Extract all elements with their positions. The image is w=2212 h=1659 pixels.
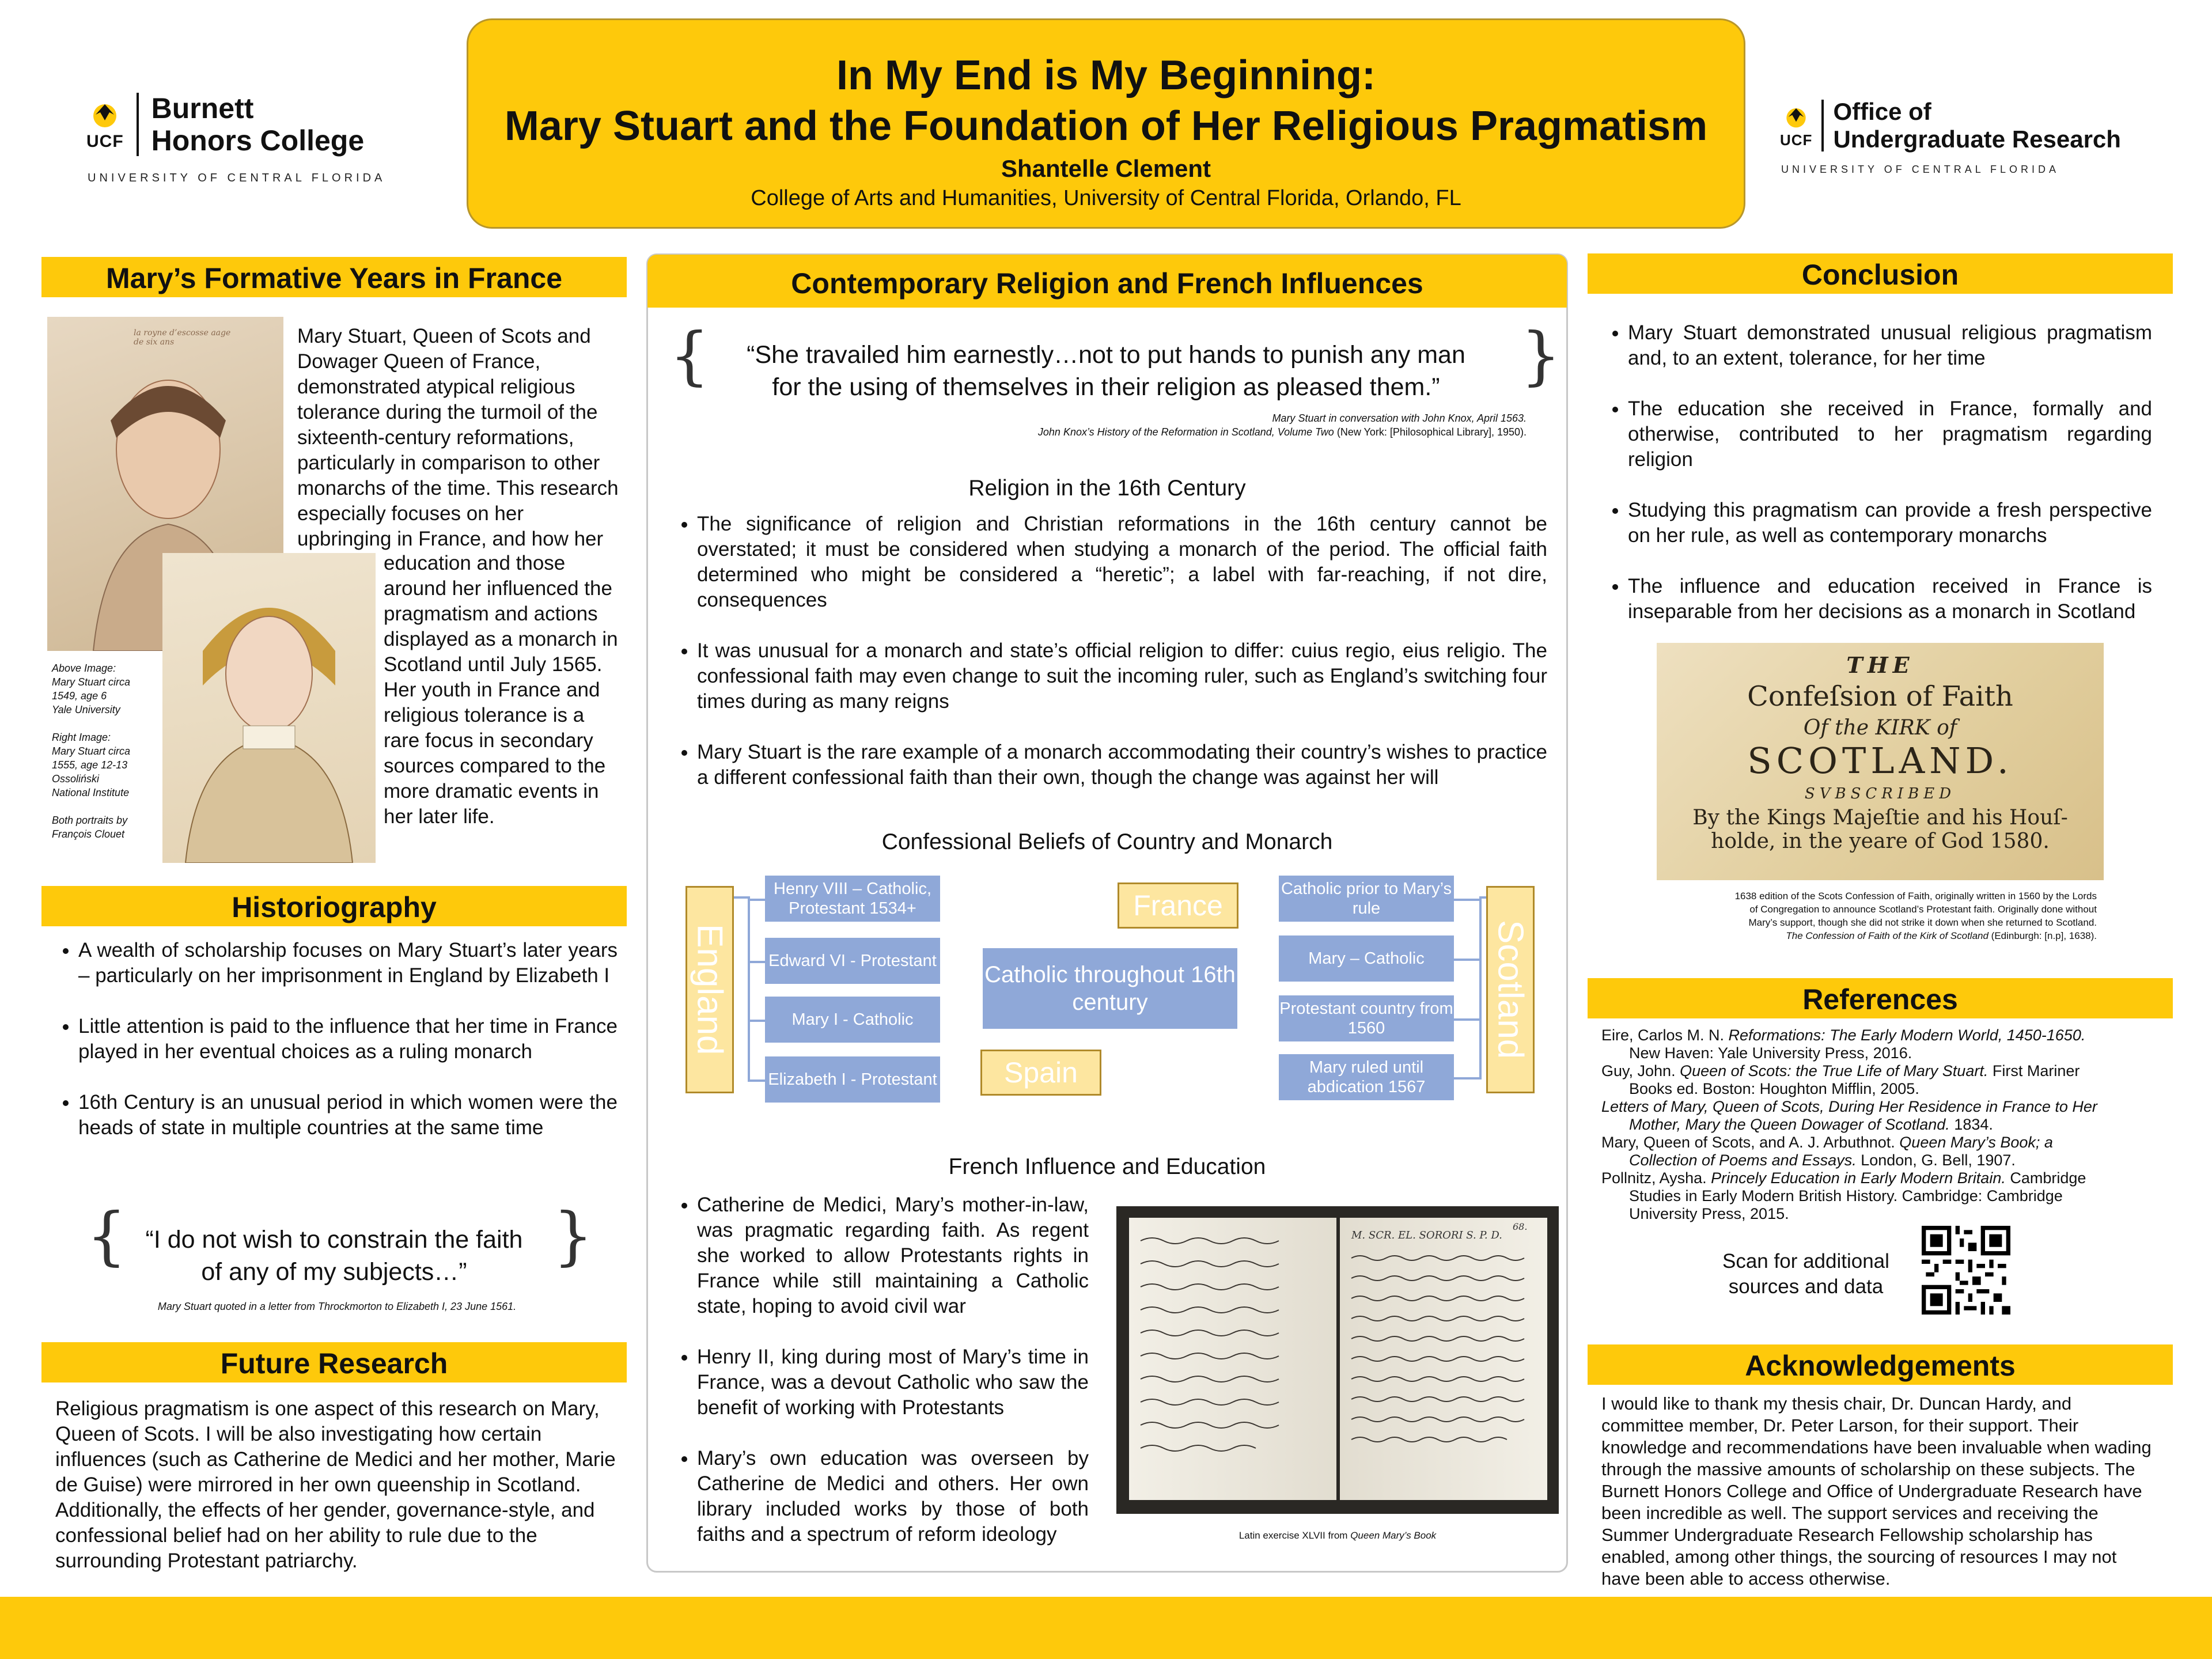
- connector: [748, 1080, 765, 1082]
- french-influence-heading: French Influence and Education: [948, 1154, 1266, 1179]
- connector: [1454, 959, 1482, 961]
- manuscript-left-page: [1129, 1218, 1336, 1500]
- connector: [1454, 899, 1482, 901]
- honors-college-logo: [86, 92, 364, 157]
- list-item: • Mary’s own education was overseen by Catherine de Medici and others. Her own library included works by those of both faiths and a spectrum of reform ideology: [697, 1446, 1089, 1547]
- catholic-center-box: Catholic throughout 16th century: [983, 948, 1237, 1029]
- ref-publisher: London, G. Bell, 1907.: [1856, 1152, 2016, 1169]
- formative-text-bottom: education and those around her influenced the pragmatism and actions displayed as a monarch in Scotland until July 1565. Her youth in France and religious tolerance is a rare focus in secondary sources compared to the more dramatic events in her later life.: [384, 552, 618, 828]
- france-box: [1118, 882, 1238, 929]
- list-item: • It was unusual for a monarch and state’s official religion to differ: cuius regio, eius religio. The confessional faith may even change to suit the incoming ruler, such as England’s switching four times during as many reigns: [697, 638, 1547, 714]
- left-brace: {: [86, 1199, 127, 1272]
- reference-item: [1601, 1098, 2120, 1134]
- portrait-age-twelve: [162, 553, 376, 863]
- manuscript-image: [1116, 1206, 1559, 1514]
- scotland-label: Scotland: [1490, 920, 1531, 1059]
- manuscript-right-page: [1340, 1218, 1547, 1500]
- scotland-item: Protestant country from 1560: [1279, 995, 1454, 1041]
- affiliation: College of Arts and Humanities, University of Central Florida, Orlando, FL: [751, 186, 1461, 210]
- ref-title: Queen of Scots: the True Life of Mary Stuart.: [1680, 1062, 1988, 1080]
- connector: [1479, 899, 1482, 1080]
- quote-source-rest: (New York: [Philosophical Library], 1950).: [1334, 426, 1527, 438]
- manuscript-page-number: 68.: [1513, 1221, 1528, 1232]
- spain-box: [980, 1050, 1101, 1096]
- logo-divider: [137, 93, 139, 156]
- scan-line1: Scan for additional: [1722, 1250, 1889, 1272]
- formative-text-top: Mary Stuart, Queen of Scots and Dowager Queen of France, demonstrated atypical religious tolerance during the turmoil of the sixteenth-century reformations, particularly in comparison to other monarchs of the time. This research especially focuses on her upbringing in France, and how her: [297, 325, 619, 550]
- portrait-caption: [52, 661, 161, 841]
- ref-title: Princely Education in Early Modern Britain.: [1711, 1169, 2006, 1187]
- connector: [748, 899, 765, 901]
- center-quote: [714, 339, 1498, 403]
- acknowledgements-text: I would like to thank my thesis chair, Dr. Duncan Hardy, and committee member, Dr. Peter Larson, for their support. Their knowledge and recommendations have been invaluable when wading through the massive amounts of scholarship on these subjects. The Burnett Honors College and Office of Undergraduate Research have been incredible as well. The support services and receiving the Summer Undergraduate Research Fellowship scholarship has enabled, among other things, the sourcing of resources I may not have been able to access otherwise.: [1601, 1393, 2152, 1589]
- title-banner: [467, 18, 1745, 229]
- caption-line: Above Image:: [52, 662, 116, 674]
- caption-line: [1613, 929, 2097, 942]
- list-item: • Catherine de Medici, Mary’s mother-in-law, was pragmatic regarding faith. As regent she worked to allow Protestants rights in France while still maintaining a Catholic state, hoping to avoid civil war: [697, 1192, 1089, 1319]
- caption-title: Queen Mary’s Book: [1350, 1530, 1437, 1541]
- center-quote-source: [691, 411, 1527, 439]
- caption-title: The Confession of Faith of the Kirk of Scotland: [1786, 930, 1988, 941]
- scotland-item: Mary – Catholic: [1279, 935, 1454, 982]
- logo-name-line1: Burnett: [151, 92, 254, 124]
- logo-divider: [1821, 100, 1824, 151]
- book-line: Confeſsion of Faith: [1747, 680, 2013, 713]
- list-item: • A wealth of scholarship focuses on Mary Stuart’s later years – particularly on her imprisonment in England by Elizabeth I: [78, 938, 618, 988]
- pegasus-icon: [1782, 103, 1810, 131]
- quote-line1: “I do not wish to constrain the faith: [145, 1226, 523, 1253]
- caption-text: Latin exercise XLVII from: [1238, 1530, 1351, 1541]
- manuscript-heading: M. SCR. EL. SORORI S. P. D.: [1351, 1229, 1502, 1241]
- scan-line2: sources and data: [1728, 1275, 1884, 1298]
- logo-name-line2: Undergraduate Research: [1833, 126, 2121, 153]
- list-item: • 16th Century is an unusual period in which women were the heads of state in multiple countries at the same time: [78, 1090, 618, 1141]
- center-heading: Contemporary Religion and French Influences: [647, 255, 1567, 308]
- list-item: • Studying this pragmatism can provide a fresh perspective on her rule, as well as contemporary monarchs: [1628, 498, 2152, 548]
- scan-prompt: [1722, 1249, 1889, 1300]
- caption-spacer: [52, 800, 161, 813]
- future-research-heading: Future Research: [41, 1342, 627, 1382]
- logo-subtitle: UNIVERSITY OF CENTRAL FLORIDA: [1781, 164, 2060, 175]
- ref-title: Reformations: The Early Modern World, 1450-1650.: [1728, 1027, 2086, 1044]
- handwriting-lines: [1340, 1218, 1547, 1500]
- book-caption: [1613, 889, 2097, 942]
- caption-line: Mary Stuart circa: [52, 676, 131, 688]
- confession-book-image: [1657, 643, 2104, 880]
- ref-publisher: Cambridge Studies in Early Modern British History. Cambridge: Cambridge University Press, 2015.: [1629, 1169, 2086, 1222]
- reference-item: [1601, 1062, 2120, 1098]
- book-line: Of the KIRK of: [1803, 716, 1957, 740]
- caption-line: Mary Stuart circa: [52, 745, 131, 757]
- reference-item: [1601, 1169, 2120, 1223]
- right-brace: }: [1521, 319, 1561, 392]
- religion-bullets: [657, 512, 1547, 816]
- bottom-bar: [0, 1597, 2212, 1659]
- scotland-item: Catholic prior to Mary’s rule: [1279, 876, 1454, 922]
- quote-line2: of any of my subjects…”: [201, 1258, 467, 1286]
- manuscript-caption: [1116, 1529, 1559, 1542]
- ucf-wordmark: UCF: [86, 132, 124, 151]
- list-item: • Mary Stuart demonstrated unusual religious pragmatism and, to an extent, tolerance, for her time: [1628, 320, 2152, 371]
- diagram-heading: Confessional Beliefs of Country and Monarch: [881, 830, 1333, 854]
- ucf-wordmark: UCF: [1780, 131, 1813, 149]
- caption-line: Right Image:: [52, 732, 111, 743]
- caption-line: 1638 edition of the Scots Confession of Faith, originally written in 1560 by the Lords: [1734, 891, 2097, 902]
- ref-publisher: 1834.: [1949, 1116, 1993, 1133]
- caption-line: Ossoliński: [52, 773, 100, 785]
- undergrad-research-logo: [1780, 98, 2121, 153]
- historiography-heading: Historiography: [41, 886, 627, 926]
- historiography-quote: [127, 1224, 541, 1288]
- qr-code-icon[interactable]: [1922, 1226, 2010, 1315]
- caption-spacer: [52, 717, 161, 730]
- logo-name-line2: Honors College: [151, 124, 365, 157]
- list-item: • The education she received in France, formally and otherwise, contributed to her pragmatism regarding religion: [1628, 396, 2152, 472]
- caption-line: Yale University: [52, 704, 120, 715]
- french-bullets: [657, 1192, 1089, 1573]
- england-item: Elizabeth I - Protestant: [765, 1056, 940, 1103]
- left-brace: {: [669, 319, 710, 392]
- connector: [748, 896, 750, 1082]
- references-heading: References: [1588, 978, 2173, 1018]
- reference-item: [1601, 1134, 2120, 1169]
- caption-line: François Clouet: [52, 828, 125, 840]
- title-line1: In My End is My Beginning:: [836, 52, 1376, 99]
- quote-line2: for the using of themselves in their religion as pleased them.”: [772, 373, 1440, 401]
- ref-title: Queen Mary’s Book; a Collection of Poems and Essays.: [1629, 1134, 2053, 1169]
- quote-source-line2: [691, 425, 1527, 439]
- connector: [1454, 1077, 1482, 1080]
- book-line: holde, in the yeare of God 1580.: [1711, 830, 2050, 853]
- book-line: SVBSCRIBED: [1804, 785, 1956, 802]
- logo-subtitle: UNIVERSITY OF CENTRAL FLORIDA: [88, 172, 386, 184]
- england-item: Henry VIII – Catholic, Protestant 1534+: [765, 876, 940, 922]
- list-item: • Henry II, king during most of Mary’s time in France, was a devout Catholic who saw the benefit of working with Protestants: [697, 1344, 1089, 1421]
- list-item: • The influence and education received in France is inseparable from her decisions as a monarch in Scotland: [1628, 574, 2152, 624]
- caption-line: National Institute: [52, 787, 130, 798]
- religion-heading: Religion in the 16th Century: [968, 476, 1246, 501]
- england-item: Mary I - Catholic: [765, 997, 940, 1043]
- book-line: THE: [1846, 652, 1914, 678]
- author-name: Shantelle Clement: [1001, 155, 1211, 182]
- future-research-text: Religious pragmatism is one aspect of this research on Mary, Queen of Scots. I will be also investigating how certain influences (such as Catherine de Medici and her mother, Marie de Guise) were mirrored in her own queenship in Scotland. Additionally, the effects of her gender, governance-style, and confessional belief had on her ability to rule due to the surrounding Protestant patriarchy.: [55, 1397, 616, 1572]
- france-label: France: [1133, 889, 1223, 922]
- caption-line: Both portraits by: [52, 815, 128, 826]
- conclusion-heading: Conclusion: [1588, 253, 2173, 294]
- ref-publisher: New Haven: Yale University Press, 2016.: [1629, 1044, 1912, 1062]
- quote-source: Mary Stuart quoted in a letter from Throckmorton to Elizabeth I, 23 June 1561.: [157, 1301, 517, 1312]
- caption-line: of Congregation to announce Scotland’s Protestant faith. Originally done without: [1749, 904, 2097, 915]
- quote-source-title: John Knox’s History of the Reformation in Scotland, Volume Two: [1037, 426, 1334, 438]
- pegasus-icon: [88, 97, 122, 132]
- spain-label: Spain: [1004, 1056, 1078, 1089]
- logo-name-line1: Office of: [1833, 98, 1931, 125]
- caption-rest: (Edinburgh: [n.p], 1638).: [1988, 930, 2097, 941]
- book-line: SCOTLAND.: [1747, 740, 2013, 782]
- connector: [1454, 1018, 1482, 1021]
- connector: [748, 1020, 765, 1022]
- reference-item: [1601, 1027, 2120, 1062]
- quote-line1: “She travailed him earnestly…not to put hands to punish any man: [747, 341, 1465, 369]
- caption-line: 1549, age 6: [52, 690, 107, 702]
- caption-line: 1555, age 12-13: [52, 759, 128, 771]
- portrait-inscription: la royne d’escosse aage de six ans: [134, 328, 231, 347]
- historiography-bullets: [41, 938, 618, 1166]
- title-line2: Mary Stuart and the Foundation of Her Religious Pragmatism: [504, 103, 1708, 149]
- england-item: Edward VI - Protestant: [765, 938, 940, 984]
- england-label: England: [690, 924, 730, 1055]
- conclusion-bullets: [1588, 320, 2152, 650]
- list-item: • The significance of religion and Christian reformations in the 16th century cannot be overstated; it must be considered when studying a monarch of the period. The official faith determined who might be considered a “heretic”; a label with far-reaching, if not dire, consequences: [697, 512, 1547, 613]
- ref-publisher: First Mariner Books ed. Boston: Houghton Mifflin, 2005.: [1629, 1062, 2080, 1097]
- quote-source-line1: Mary Stuart in conversation with John Knox, April 1563.: [1272, 412, 1527, 424]
- caption-line: Mary’s support, though she did not strike it down when she returned to Scotland.: [1748, 917, 2097, 928]
- scotland-item: Mary ruled until abdication 1567: [1279, 1054, 1454, 1100]
- ref-author: Pollnitz, Aysha.: [1601, 1169, 1711, 1187]
- poster-title: [468, 50, 1744, 151]
- formative-years-heading: Mary’s Formative Years in France: [41, 257, 627, 297]
- ref-title: Letters of Mary, Queen of Scots, During Her Residence in France to Her Mother, Mary the Queen Dowager of Scotland.: [1601, 1098, 2097, 1133]
- ref-author: Mary, Queen of Scots, and A. J. Arbuthnot.: [1601, 1134, 1900, 1151]
- ref-author: Guy, John.: [1601, 1062, 1680, 1080]
- list-item: • Mary Stuart is the rare example of a monarch accommodating their country’s wishes to practice a different confessional faith than their own, though the change was against her will: [697, 740, 1547, 790]
- right-brace: }: [553, 1199, 593, 1272]
- acknowledgements-heading: Acknowledgements: [1588, 1344, 2173, 1385]
- list-item: • Little attention is paid to the influence that her time in France played in her eventual choices as a ruling monarch: [78, 1014, 618, 1065]
- book-line: By the Kings Majeſtie and his Houſ-: [1692, 806, 2068, 830]
- ref-author: Eire, Carlos M. N.: [1601, 1027, 1729, 1044]
- references-list: [1601, 1027, 2120, 1223]
- england-box: [685, 886, 734, 1093]
- handwriting-lines: [1129, 1218, 1336, 1500]
- connector: [748, 961, 765, 963]
- portrait-painting: [162, 553, 376, 863]
- scotland-box: [1486, 886, 1535, 1093]
